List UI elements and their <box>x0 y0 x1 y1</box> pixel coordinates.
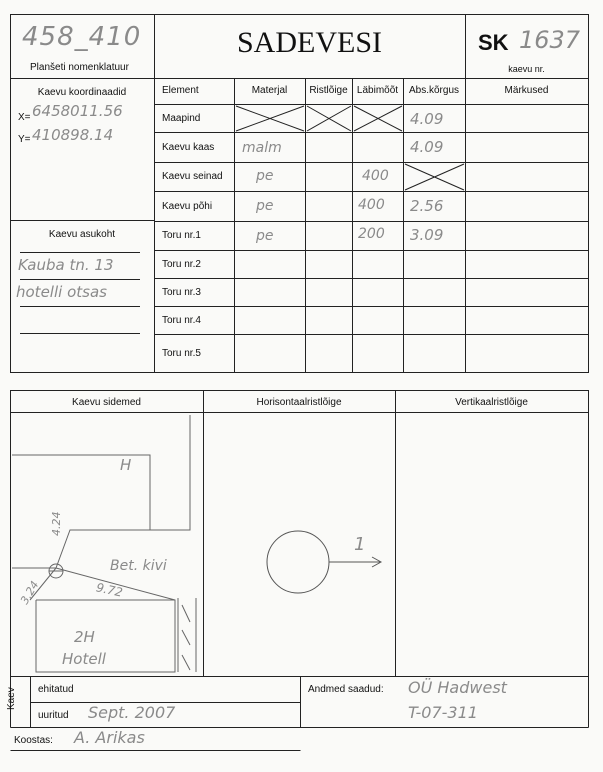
kaev-label: Kaev <box>6 687 17 710</box>
horizontal-header: Horisontaalristlõige <box>256 397 342 408</box>
data-source-code: T-07-311 <box>408 703 478 722</box>
sk-value: 1637 <box>519 26 581 54</box>
well-no-label: kaevu nr. <box>508 64 545 74</box>
location-line1: Kauba tn. 13 <box>18 256 114 274</box>
row-materjal: pe <box>256 228 274 244</box>
y-value: 410898.14 <box>32 126 114 144</box>
row-labimoot: 400 <box>358 197 385 213</box>
compiled-value: A. Arikas <box>74 728 145 747</box>
sketch-dim-324: 3.24 <box>18 578 42 607</box>
sketch-dim-972: 9.72 <box>94 580 124 600</box>
nomenclature-value: 458_410 <box>22 22 142 52</box>
sketch-h-label: H <box>120 456 132 474</box>
location-line2: hotelli otsas <box>16 283 107 301</box>
col-ristloige: Ristlõige <box>309 85 348 96</box>
row-abs: 4.09 <box>410 138 444 156</box>
form-title: SADEVESI <box>236 26 382 59</box>
data-source-company: OÜ Hadwest <box>408 678 507 697</box>
y-prefix: Y= <box>18 134 31 145</box>
sketch-building-label: 2H <box>74 628 95 646</box>
row-element: Kaevu põhi <box>162 200 213 212</box>
row-materjal: pe <box>256 168 274 184</box>
compiled-label: Koostas: <box>14 735 53 746</box>
surveyed-value: Sept. 2007 <box>88 703 176 722</box>
surveyed-label: uuritud <box>38 710 69 721</box>
col-materjal: Materjal <box>251 85 288 96</box>
links-header: Kaevu sidemed <box>72 397 141 408</box>
location-label: Kaevu asukoht <box>48 229 116 240</box>
row-materjal: malm <box>242 140 282 156</box>
row-element: Kaevu kaas <box>162 141 215 153</box>
row-element: Maapind <box>162 112 201 124</box>
row-abs: 4.09 <box>410 110 444 128</box>
row-element: Toru nr.2 <box>162 258 201 270</box>
sketch-dim-424: 4.24 <box>50 511 63 536</box>
row-labimoot: 200 <box>358 226 385 242</box>
data-source-label: Andmed saadud: <box>308 684 384 695</box>
row-element: Toru nr.1 <box>162 230 201 241</box>
nomenclature-label: Planšeti nomenklatuur <box>30 62 129 73</box>
coords-label: Kaevu koordinaadid <box>37 87 127 98</box>
sketch-hotel-label: Hotell <box>62 650 106 668</box>
row-abs: 2.56 <box>410 197 444 215</box>
row-materjal: pe <box>256 198 274 214</box>
x-value: 6458011.56 <box>32 102 123 120</box>
row-labimoot: 400 <box>362 168 389 184</box>
row-element: Toru nr.5 <box>162 347 201 359</box>
col-markused: Märkused <box>504 85 549 96</box>
col-abs-korgus: Abs.kõrgus <box>408 85 460 96</box>
col-element: Element <box>162 85 199 96</box>
row-abs: 3.09 <box>410 226 444 244</box>
sketch-stone-label: Bet. kivi <box>110 558 167 574</box>
row-element: Toru nr.4 <box>162 314 201 326</box>
vertical-header: Vertikaalristlõige <box>455 397 528 408</box>
row-element: Kaevu seinad <box>162 171 223 182</box>
row-element: Toru nr.3 <box>162 286 201 298</box>
built-label: ehitatud <box>38 684 74 695</box>
sk-prefix: SK <box>478 30 509 55</box>
x-prefix: X= <box>18 112 31 123</box>
site-sketch <box>12 415 196 672</box>
col-labimoot: Läbimõõt <box>356 85 399 96</box>
arrow-number: 1 <box>354 534 366 555</box>
